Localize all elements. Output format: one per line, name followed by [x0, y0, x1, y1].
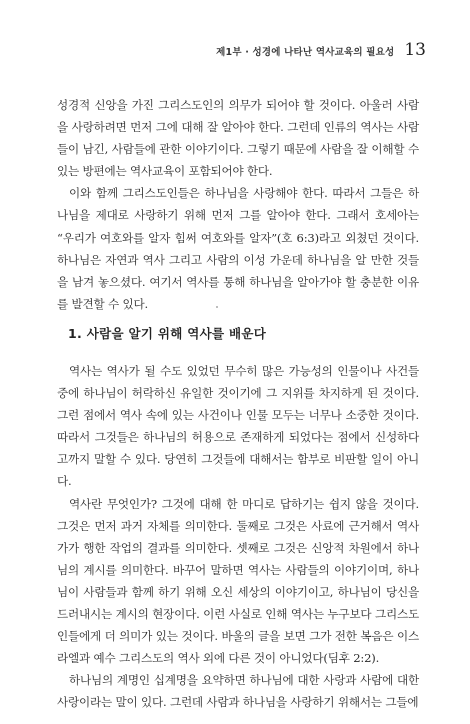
body-text-top: [57, 94, 419, 315]
paragraph: 역사란 무엇인가? 그것에 대해 한 마디로 답하기는 쉽지 않을 것이다. 그것은 먼저 과거 자체를 의미한다. 둘째로 그것은 사료에 근거해서 역사가가 행한 작업의 결과를 의미한다. 셋째로 그것은 신앙적 차원에서 하나님의 계시를 의미한다. 바꾸어 말하면 역사는 사람들의 이야기이며, 하나님이 사람들과 함께 하기 위해 오신 세상의 이야기이고, 하나님이 당신을 드러내시는 계시의 현장이다. 이런 사실로 인해 역사는 누구보다 그리스도인들에게 더 의미가 있는 것이다. 바울의 글을 보면 그가 전한 복음은 이스라엘과 예수 그리스도의 역사 외에 다른 것이 아니었다(딤후 2:2).: [57, 496, 419, 666]
running-header: [216, 40, 426, 60]
page-number: 13: [404, 40, 426, 60]
divider-dot: [216, 306, 218, 308]
body-text-bottom: [57, 360, 419, 714]
paragraph: 성경적 신앙을 가진 그리스도인의 의무가 되어야 할 것이다. 아울러 사람을 사랑하려면 먼저 그에 대해 잘 알아야 한다. 그런데 인류의 역사는 사람들이 남긴, 사람들에 관한 이야기이다. 그렇기 때문에 사람을 잘 이해할 수 있는 방편에는 역사교육이 포함되어야 한다.: [57, 98, 419, 179]
running-title: 제1부 · 성경에 나타난 역사교육의 필요성: [216, 47, 395, 58]
paragraph: 역사는 역사가 될 수도 있었던 무수히 많은 가능성의 인물이나 사건들 중에 하나님이 허락하신 유일한 것이기에 그 지위를 차지하게 된 것이다. 그런 점에서 역사 속에 있는 사건이나 인물 모두는 너무나 소중한 것이다. 따라서 그것들은 하나님의 허용으로 존재하게 되었다는 점에서 신성하다고까지 말할 수 있다. 당연히 그것들에 대해서는 함부로 비판할 일이 아니다.: [57, 364, 419, 489]
section-heading: 1. 사람을 알기 위해 역사를 배운다: [68, 326, 267, 341]
paragraph: 하나님의 계명인 십계명을 요약하면 하나님에 대한 사랑과 사람에 대한 사랑이라는 말이 있다. 그런데 사람과 하나님을 사랑하기 위해서는 그들에: [57, 673, 419, 710]
paragraph: 이와 함께 그리스도인들은 하나님을 사랑해야 한다. 따라서 그들은 하나님을 제대로 사랑하기 위해 먼저 그를 알아야 한다. 그래서 호세아는 “우리가 여호와를 알자 힘써 여호와를 알자”(호 6:3)라고 외쳤던 것이다. 하나님은 자연과 역사 그리고 사람의 이성 가운데 하나님을 알 만한 것들을 남겨 놓으셨다. 여기서 역사를 통해 하나님을 알아가야 할 충분한 이유를 발견할 수 있다.: [57, 186, 419, 311]
